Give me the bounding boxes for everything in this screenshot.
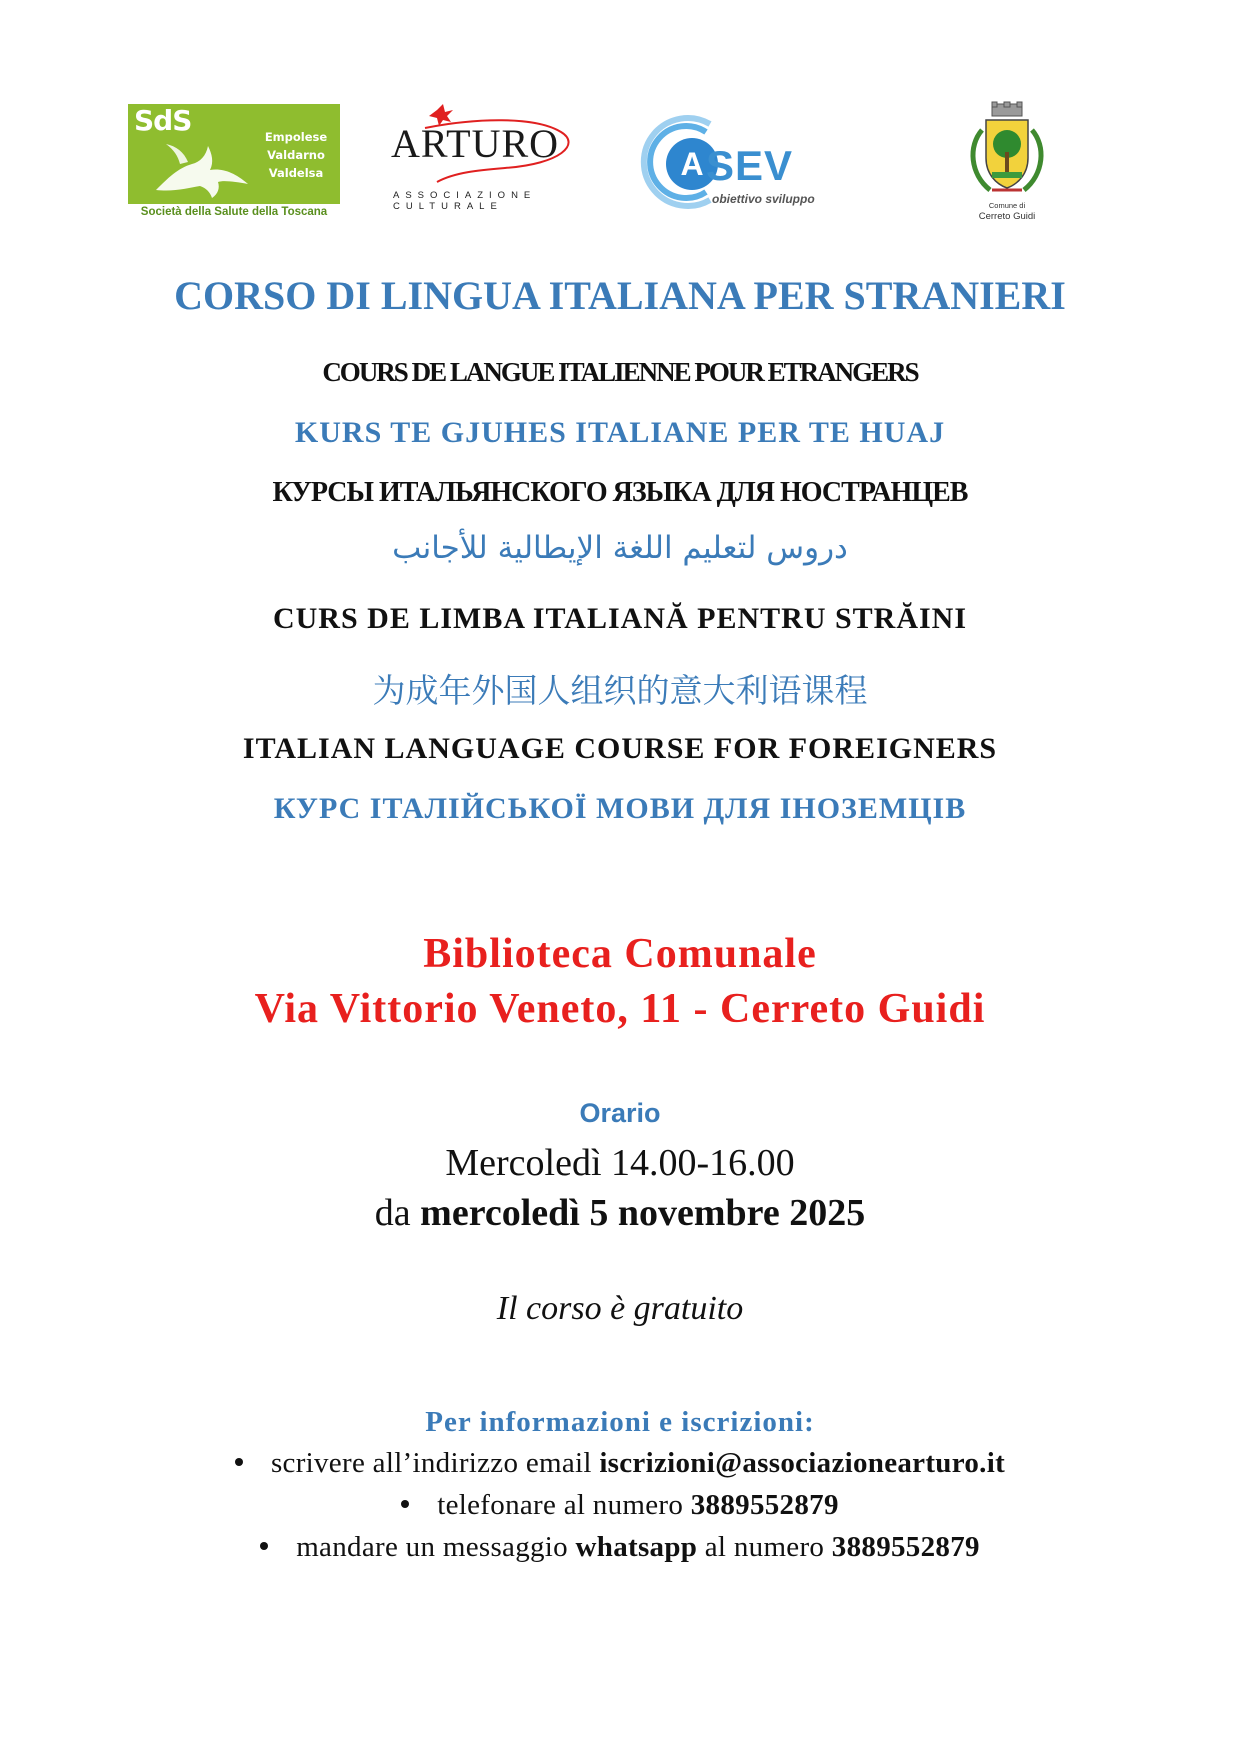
- comune-crest-logo: [962, 100, 1052, 222]
- coat-of-arms-icon: [962, 100, 1052, 200]
- info-phone-number[interactable]: 3889552879: [690, 1489, 839, 1521]
- title-french: COURS DE LANGUE ITALIENNE POUR ETRANGERS: [322, 357, 918, 387]
- info-whatsapp-after: al numero: [704, 1531, 825, 1563]
- sds-name-3: Valdelsa: [268, 166, 324, 180]
- info-whatsapp-item: [0, 1531, 1240, 1564]
- asev-subtitle: obiettivo sviluppo: [712, 192, 815, 206]
- bullet-icon: [235, 1458, 243, 1466]
- sds-name-1: Empolese: [264, 130, 328, 144]
- sds-letters: SdS: [134, 104, 192, 137]
- title-ukrainian: КУРС ІТАЛІЙСЬКОЇ МОВИ ДЛЯ ІНОЗЕМЦІВ: [273, 792, 967, 825]
- arturo-subtitle-line-2: CULTURALE: [393, 201, 503, 212]
- asev-logo: [640, 112, 820, 212]
- comune-caption-line-2: Cerreto Guidi: [978, 211, 1036, 222]
- arturo-logo: [385, 102, 585, 218]
- info-whatsapp-number[interactable]: 3889552879: [831, 1531, 980, 1563]
- asev-wordmark: SEV: [706, 142, 794, 189]
- start-date: mercoledì 5 novembre 2025: [420, 1192, 866, 1234]
- asev-letter: A: [680, 146, 704, 182]
- arturo-subtitle: [393, 190, 536, 212]
- title-english: ITALIAN LANGUAGE COURSE FOR FOREIGNERS: [242, 732, 998, 765]
- title-arabic: دروس لتعليم اللغة الإيطالية للأجانب: [392, 530, 848, 566]
- info-phone-text: telefonare al numero: [437, 1489, 684, 1521]
- info-heading: Per informazioni e iscrizioni:: [425, 1406, 815, 1438]
- info-email-address[interactable]: iscrizioni@associazionearturo.it: [599, 1447, 1006, 1479]
- title-russian: КУРСЫ ИТАЛЬЯНСКОГО ЯЗЫКА ДЛЯ НОСТРАНЦЕВ: [272, 477, 968, 508]
- info-email-text: scrivere all’indirizzo email: [270, 1447, 592, 1479]
- title-italian: CORSO DI LINGUA ITALIANA PER STRANIERI: [174, 273, 1066, 318]
- sds-caption: Società della Salute della Toscana: [140, 206, 328, 218]
- bullet-icon: [401, 1500, 409, 1508]
- start-date-prefix: da: [374, 1192, 411, 1234]
- title-albanian: KURS TE GJUHES ITALIANE PER TE HUAJ: [294, 416, 946, 449]
- pegasus-icon: [148, 138, 258, 202]
- arturo-wordmark: ARTURO: [391, 121, 560, 166]
- comune-caption: [962, 200, 1052, 222]
- schedule-hours: Mercoledì 14.00-16.00: [445, 1142, 795, 1184]
- schedule-label: Orario: [579, 1098, 661, 1128]
- sds-logo: [128, 104, 340, 222]
- info-email-item: [0, 1447, 1240, 1480]
- free-course-note: Il corso è gratuito: [496, 1290, 744, 1327]
- info-phone-item: [0, 1489, 1240, 1522]
- info-whatsapp-text: mandare un messaggio: [296, 1531, 568, 1563]
- arturo-subtitle-line-1: ASSOCIAZIONE: [393, 190, 537, 201]
- title-chinese: 为成年外国人组织的意大利语课程: [372, 671, 868, 710]
- comune-caption-line-1: Comune di: [988, 201, 1026, 210]
- sds-name-2: Valdarno: [267, 148, 325, 162]
- sds-names: [252, 128, 340, 182]
- bullet-icon: [260, 1542, 268, 1550]
- venue-name: Biblioteca Comunale: [423, 931, 817, 977]
- info-whatsapp-label: whatsapp: [575, 1531, 698, 1563]
- title-romanian: CURS DE LIMBA ITALIANĂ PENTRU STRĂINI: [272, 602, 968, 635]
- venue-address: Via Vittorio Veneto, 11 - Cerreto Guidi: [254, 986, 986, 1032]
- start-date-line: [0, 1191, 1240, 1235]
